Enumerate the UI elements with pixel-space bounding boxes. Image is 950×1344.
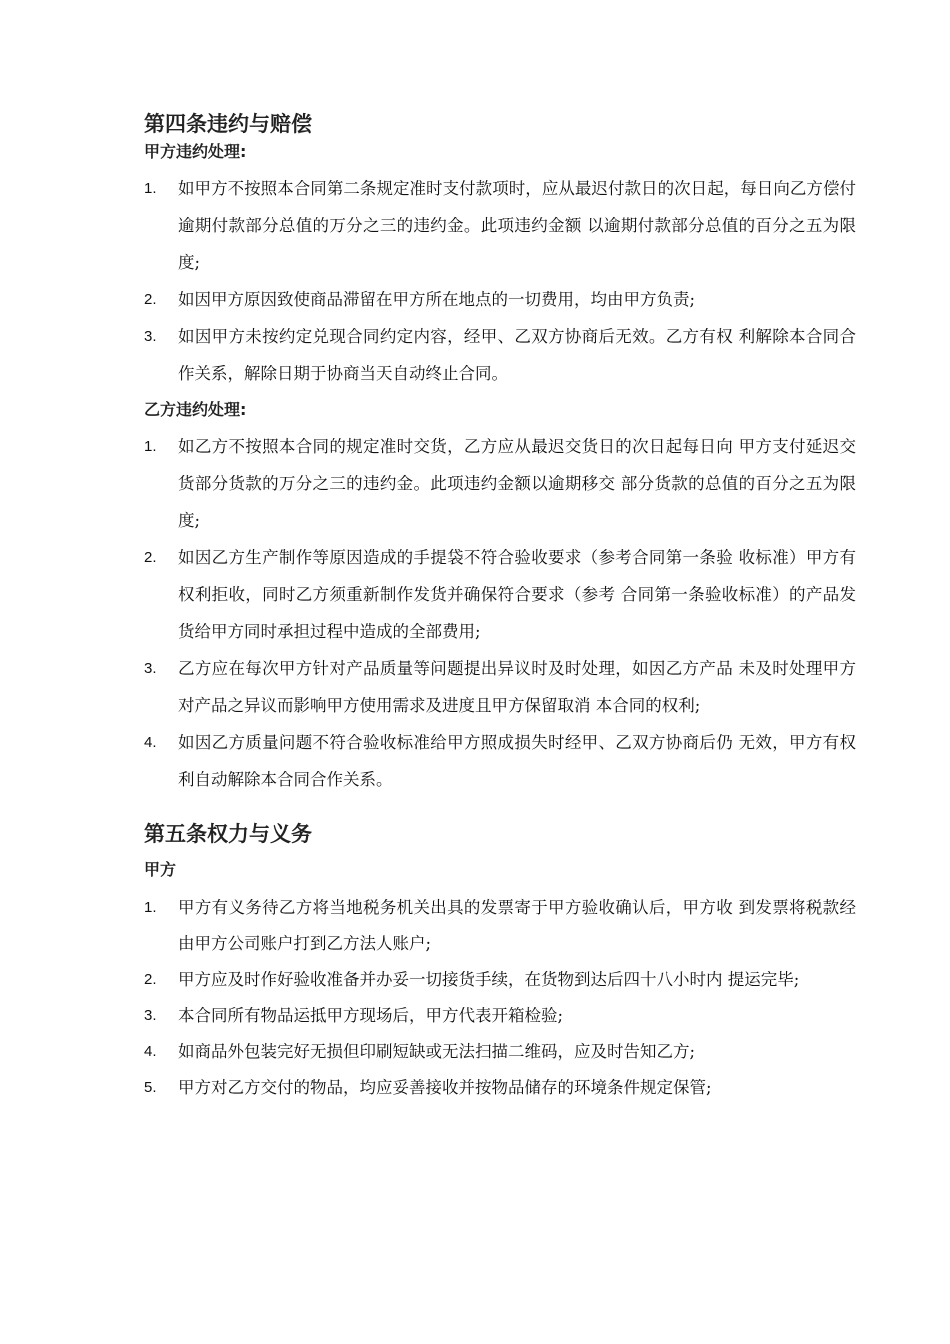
list-item (144, 650, 856, 724)
party-a-breach-heading: 甲方违约处理: (144, 142, 247, 161)
list-item-number: 5. (144, 1079, 157, 1096)
list-item-number: 4. (144, 1043, 157, 1060)
list-item-text: 甲方对乙方交付的物品，均应妥善接收并按物品储存的环境条件规定保管; (178, 1078, 712, 1097)
list-item (144, 281, 856, 318)
list-item-number: 3. (144, 1007, 157, 1024)
list-item-text: 乙方应在每次甲方针对产品质量等问题提出异议时及时处理，如因乙方产品 未及时处理甲方对产品之异议而影响甲方使用需求及进度且甲方保留取消 本合同的权利; (178, 659, 856, 715)
list-item-number: 1. (144, 899, 157, 916)
list-item-text: 如商品外包装完好无损但印刷短缺或无法扫描二维码，应及时告知乙方; (178, 1042, 696, 1061)
list-item-number: 3. (144, 328, 157, 345)
list-item-number: 2. (144, 291, 157, 308)
list-item-number: 3. (144, 660, 157, 677)
party-a-duties-heading: 甲方 (144, 860, 177, 879)
list-item-number: 4. (144, 734, 157, 751)
party-b-breach-heading: 乙方违约处理: (144, 400, 247, 419)
article-4-title: 第四条违约与赔偿 (144, 112, 312, 136)
list-item (144, 539, 856, 650)
list-item-text: 甲方有义务待乙方将当地税务机关出具的发票寄于甲方验收确认后，甲方收 到发票将税款经由甲方公司账户打到乙方法人账户; (178, 898, 856, 953)
list-item (144, 998, 856, 1034)
list-item-text: 如乙方不按照本合同的规定准时交货，乙方应从最迟交货日的次日起每日向 甲方支付延迟交货部分货款的万分之三的违约金。此项违约金额以逾期移交 部分货款的总值的百分之五为限度; (178, 437, 856, 530)
list-item-number: 1. (144, 438, 157, 455)
list-item-text: 如因甲方原因致使商品滞留在甲方所在地点的一切费用，均由甲方负责; (178, 290, 696, 309)
party-a-breach-list (144, 170, 856, 392)
list-item-number: 1. (144, 180, 157, 197)
list-item-number: 2. (144, 549, 157, 566)
party-b-breach-list (144, 428, 856, 798)
list-item-number: 2. (144, 971, 157, 988)
document-body (144, 108, 856, 1106)
list-item (144, 170, 856, 281)
article-5-title: 第五条权力与义务 (144, 822, 312, 846)
list-item-text: 如甲方不按照本合同第二条规定准时支付款项时，应从最迟付款日的次日起，每日向乙方偿付逾期付款部分总值的万分之三的违约金。此项违约金额 以逾期付款部分总值的百分之五为限度; (178, 179, 856, 272)
list-item-text: 如因乙方质量问题不符合验收标准给甲方照成损失时经甲、乙双方协商后仍 无效，甲方有权利自动解除本合同合作关系。 (178, 733, 856, 789)
list-item-text: 甲方应及时作好验收准备并办妥一切接货手续，在货物到达后四十八小时内 提运完毕; (178, 970, 800, 989)
list-item-text: 本合同所有物品运抵甲方现场后，甲方代表开箱检验; (178, 1006, 564, 1025)
list-item (144, 318, 856, 392)
list-item (144, 890, 856, 962)
list-item-text: 如因甲方未按约定兑现合同约定内容，经甲、乙双方协商后无效。乙方有权 利解除本合同合作关系，解除日期于协商当天自动终止合同。 (178, 327, 856, 383)
party-a-duties-list (144, 890, 856, 1106)
list-item-text: 如因乙方生产制作等原因造成的手提袋不符合验收要求（参考合同第一条验 收标准）甲方有权利拒收，同时乙方须重新制作发货并确保符合要求（参考 合同第一条验收标准）的产品发货给甲方同时承担过程中造成的全部费用; (178, 548, 856, 641)
list-item (144, 962, 856, 998)
list-item (144, 1034, 856, 1070)
list-item (144, 1070, 856, 1106)
list-item (144, 724, 856, 798)
list-item (144, 428, 856, 539)
